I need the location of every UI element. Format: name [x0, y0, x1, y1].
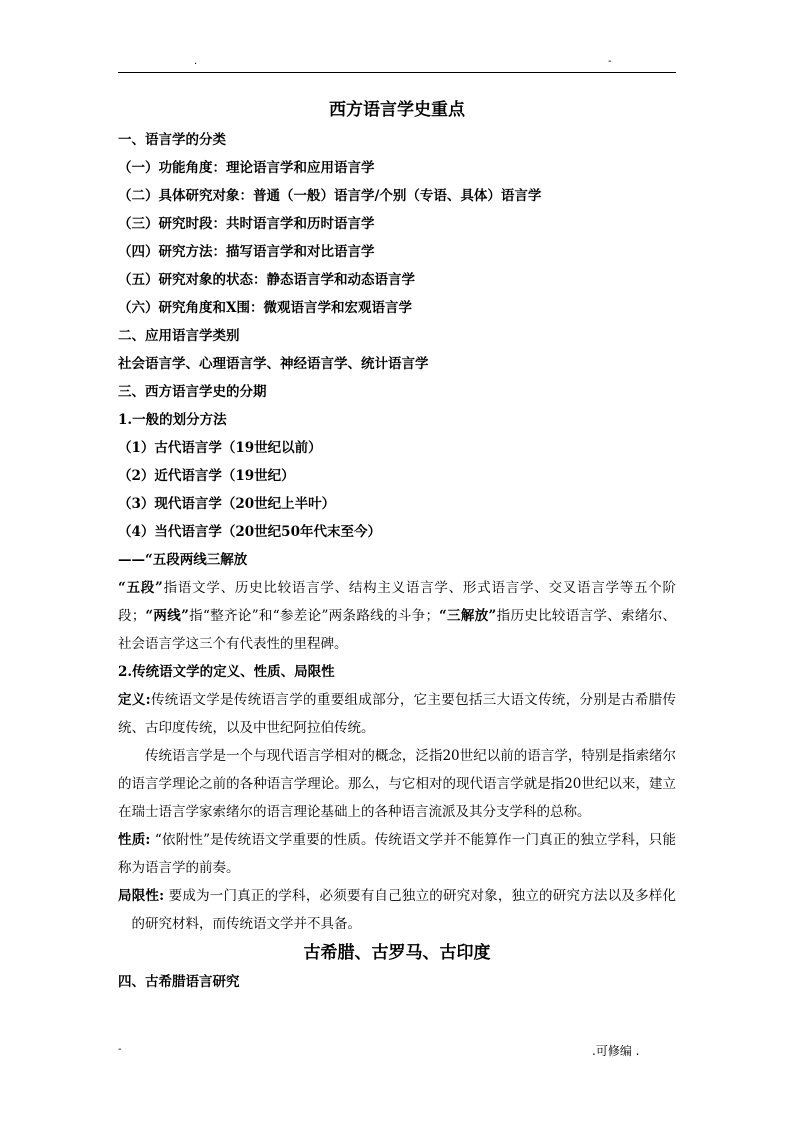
section-1-item: （三）研究时段：共时语言学和历时语言学: [118, 216, 375, 232]
section-4-heading: 四、古希腊语言研究: [118, 974, 240, 990]
footer-left-mark: -: [118, 1044, 122, 1055]
section-1-item: （一）功能角度：理论语言学和应用语言学: [118, 160, 375, 176]
ancient-subtitle: 古希腊、古罗马、古印度: [303, 943, 491, 963]
definition-text: 传统语文学是传统语言学的重要组成部分，它主要包括三大语文传统，分别是古希腊传统、古印度传统，以及中世纪阿拉伯传统。: [118, 692, 677, 736]
section-1-item: （六）研究角度和X围：微观语言学和宏观语言学: [118, 300, 412, 316]
document-body: [118, 96, 676, 996]
section-3-subheading-2: 2.传统语文学的定义、性质、局限性: [118, 664, 335, 680]
section-1-item: （四）研究方法：描写语言学和对比语言学: [118, 244, 375, 260]
section-3-item: （3）现代语言学（20世纪上半叶）: [118, 496, 336, 512]
footer-editable-note: .可修编 .: [592, 1044, 640, 1058]
header-rule: [118, 72, 676, 73]
section-1-heading: 一、语言学的分类: [118, 132, 226, 148]
header-right-mark: -: [608, 56, 612, 67]
section-3-item: （2）近代语言学（19世纪）: [118, 468, 295, 484]
section-3-heading: 三、西方语言学史的分期: [118, 384, 267, 400]
header-left-mark: .: [194, 56, 198, 67]
five-stages-text: 指语文学、历史比较语言学、结构主义语言学、形式语言学、交叉语言学等五个阶段；: [118, 580, 677, 624]
keyword-five-stages: “五段”: [118, 580, 163, 596]
keyword-two-lines: “两线”: [145, 608, 189, 624]
limitation-paragraph: [118, 882, 676, 938]
section-1-item: （五）研究对象的状态：静态语言学和动态语言学: [118, 272, 415, 288]
section-1-item: （二）具体研究对象：普通（一般）语言学/个别（专语、具体）语言学: [118, 188, 542, 204]
section-3-dash-line: ——“五段两线三解放: [118, 552, 248, 568]
three-liberations-text: 指历史比较语言学、索绪尔、社会语言学这三个有代表性的里程碑。: [118, 608, 677, 652]
definition-paragraph: [118, 686, 676, 742]
traditional-linguistics-paragraph: 传统语言学是一个与现代语言学相对的概念，泛指20世纪以前的语言学，特别是指索绪尔的语言学理论之前的各种语言学理论。那么，与它相对的现代语言学就是指20世纪以来，建立在瑞士语言学家索绪尔的语言理论基础上的各种语言流派及其分支学科的总称。: [118, 748, 676, 820]
section-3-item: （4）当代语言学（20世纪50年代末至今）: [118, 524, 381, 540]
two-lines-text: 指“整齐论”和“参差论”两条路线的斗争；: [188, 608, 439, 624]
section-3-subheading-1: 1.一般的划分方法: [118, 412, 227, 428]
section-3-item: （1）古代语言学（19世纪以前）: [118, 440, 322, 456]
limitation-text: 要成为一门真正的学科，必须要有自己独立的研究对象，独立的研究方法以及多样化的研究材料，而传统语文学并不具备。: [131, 888, 677, 932]
definition-label: 定义:: [118, 692, 151, 708]
five-two-three-paragraph: [118, 574, 676, 658]
keyword-three-liberations: “三解放”: [438, 608, 497, 624]
section-2-heading: 二、应用语言学类别: [118, 328, 240, 344]
document-title: 西方语言学史重点: [329, 100, 465, 120]
nature-text: “依附性”是传统语文学重要的性质。传统语文学并不能算作一门真正的独立学科，只能称为语言学的前奏。: [118, 832, 676, 876]
limitation-label: 局限性:: [118, 888, 165, 904]
nature-paragraph: [118, 826, 676, 882]
nature-label: 性质:: [118, 832, 151, 848]
section-2-text: 社会语言学、心理语言学、神经语言学、统计语言学: [118, 356, 429, 372]
